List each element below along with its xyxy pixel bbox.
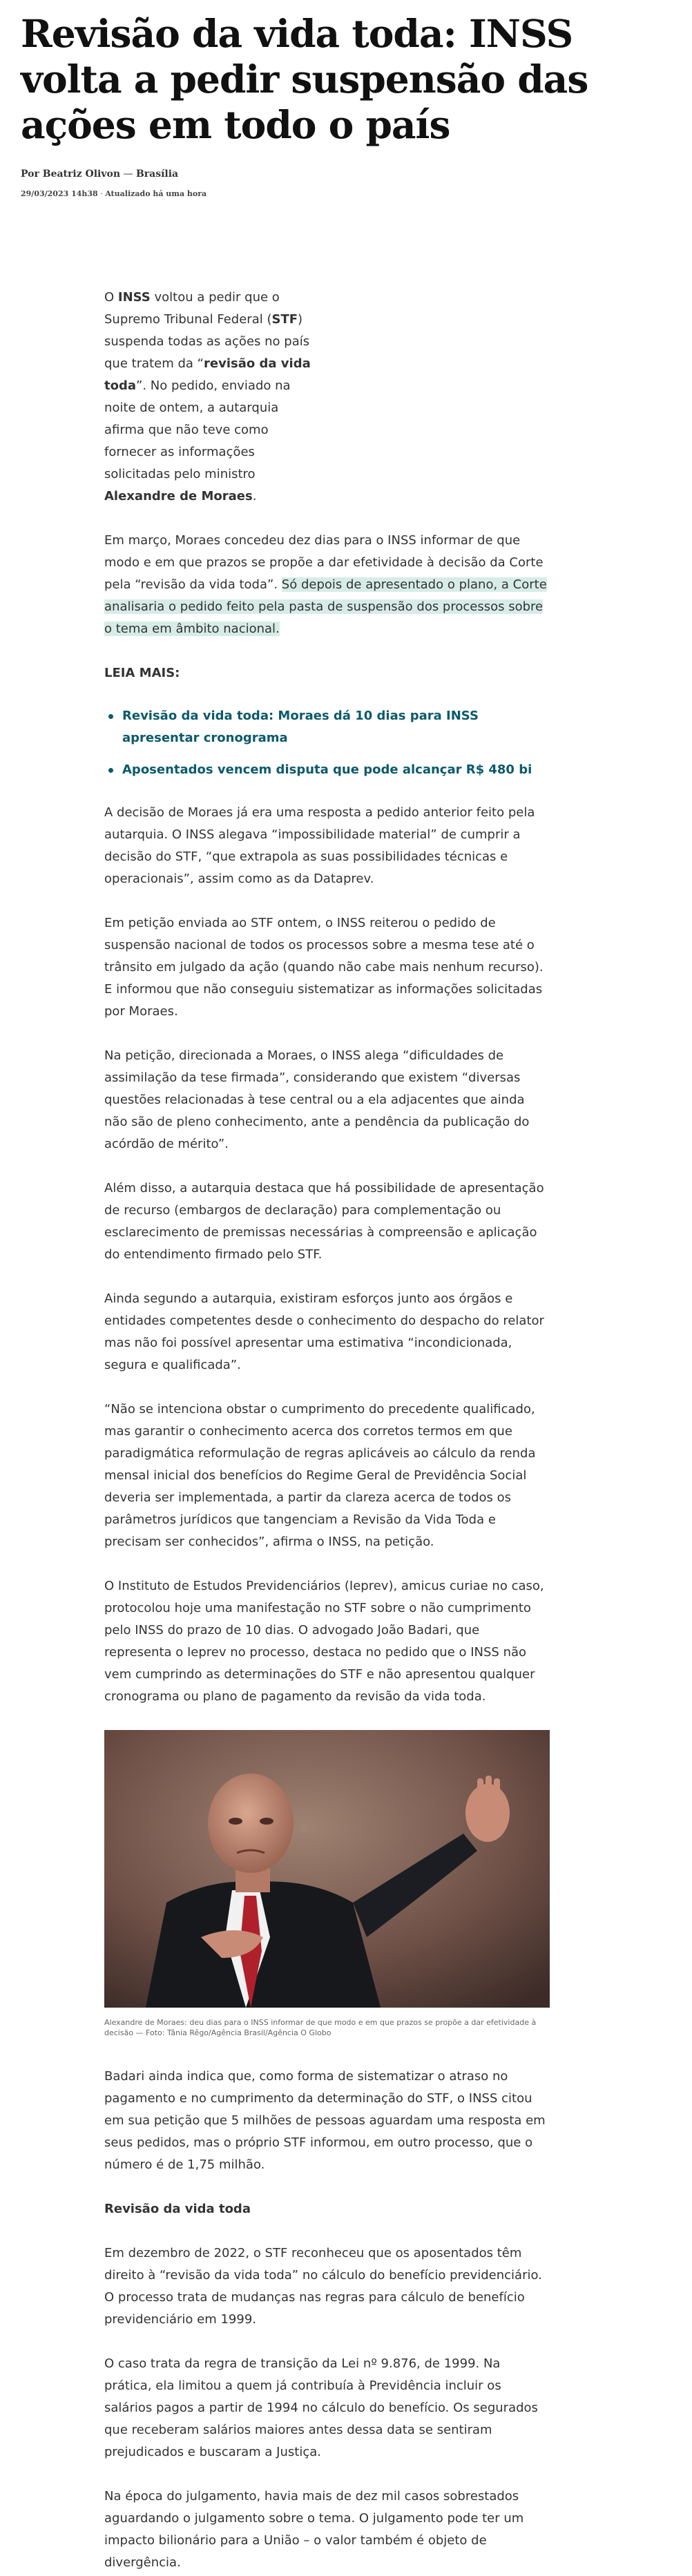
stf-link[interactable]: STF xyxy=(271,312,298,327)
paragraph-text: Em março, Moraes concedeu dez dias para o INSS informar de que modo e em que prazos se propõe a dar efetividade à decisão da Corte pela “revisão da vida toda”. xyxy=(104,533,544,592)
section-subheading: Revisão da vida toda xyxy=(104,2202,251,2216)
author[interactable]: Por Beatriz Olivon xyxy=(21,169,121,180)
lead-text: voltou a pedir que o Supremo Tribunal Federal ( xyxy=(104,290,280,327)
paragraph: A decisão de Moraes já era uma resposta a pedido anterior feito pela autarquia. O INSS alegava “impossibilidade material” de cumprir a decisão do STF, “que extrapola as suas possibilidades técnicas e operacionais”, assim como as da Dataprev. xyxy=(104,805,535,886)
paragraph: Na petição, direcionada a Moraes, o INSS alega “dificuldades de assimilação da tese firmada”, considerando que existem “diversas questões relacionadas à tese central ou a ela adjacentes que ainda não são de pleno conhecimento, ante a pendência da publicação do acórdão de mérito”. xyxy=(104,1048,530,1151)
highlighted-text: Só depois de apresentado o plano, a Corte analisaria o pedido feito pela pasta de suspensão dos processos sobre o tema em âmbito nacional. xyxy=(104,577,547,636)
publish-date: 29/03/2023 14h38 xyxy=(21,189,98,198)
photo-caption: Alexandre de Moraes: deu dias para o INSS informar de que modo e em que prazos se propõe a dar efetividade à decisão — Foto: Tânia Rêgo/Agência Brasil/Agência O Globo xyxy=(104,2018,537,2037)
updated-time: Atualizado há uma hora xyxy=(105,189,207,198)
paragraph: Em petição enviada ao STF ontem, o INSS reiterou o pedido de suspensão nacional de todos os processos sobre a mesma tese até o trânsito em julgado da ação (quando não cabe mais nenhum recurso). E informou que não conseguiu sistematizar as informações solicitadas por Moraes. xyxy=(104,916,544,1019)
location: Brasília xyxy=(135,169,179,180)
paragraph: Em dezembro de 2022, o STF reconheceu que os aposentados têm direito à “revisão da vida toda” no cálculo do benefício previdenciário. O processo trata de mudanças nas regras para cálculo de benefício previdenciário em 1999. xyxy=(104,2246,542,2327)
paragraph xyxy=(104,530,550,640)
leia-mais-label: LEIA MAIS: xyxy=(104,666,180,680)
paragraph: O Instituto de Estudos Previdenciários (Ieprev), amicus curiae no caso, protocolou hoje uma manifestação no STF sobre o não cumprimento pelo INSS do prazo de 10 dias. O advogado João Badari, que representa o Ieprev no processo, destaca no pedido que o INSS não vem cumprindo as determinações do STF e não apresentou qualquer cronograma ou plano de pagamento da revisão da vida toda. xyxy=(104,1579,544,1704)
related-link-moraes-cronograma[interactable]: Revisão da vida toda: Moraes dá 10 dias para INSS apresentar cronograma xyxy=(122,709,479,745)
lead-text: . xyxy=(252,489,257,503)
inss-link[interactable]: INSS xyxy=(117,290,151,305)
related-item xyxy=(122,705,550,749)
lead-paragraph xyxy=(104,287,318,508)
moraes-link[interactable]: Alexandre de Moraes xyxy=(104,489,253,503)
related-links xyxy=(104,705,550,781)
dateline: 29/03/2023 14h38 · Atualizado há uma hora xyxy=(21,189,207,198)
quote-paragraph: “Não se intenciona obstar o cumprimento do precedente qualificado, mas garantir o conhecimento acerca dos corretos termos em que paradigmática reformulação de regras aplicáveis ao cálculo da renda mensal inicial dos benefícios do Regime Geral de Previdência Social deveria ser implementada, a partir da clareza acerca de todos os parâmetros jurídicos que tangenciam a Revisão da Vida Toda e precisam ser conhecidos”, afirma o INSS, na petição. xyxy=(104,1402,536,1549)
lead-text: ) suspenda todas as ações no país que tratem da “ xyxy=(104,312,310,371)
related-item xyxy=(122,759,550,781)
paragraph: Na época do julgamento, havia mais de dez mil casos sobrestados aguardando o julgamento sobre o tema. O julgamento pode ter um impacto bilionário para a União – o valor também é objeto de divergência. xyxy=(104,2489,524,2570)
lead-text: ”. No pedido, enviado na noite de ontem, a autarquia afirma que não teve como fornecer as informações solicitadas pelo ministro xyxy=(104,378,291,481)
article-photo[interactable] xyxy=(104,1730,550,2008)
photo-illustration xyxy=(104,1730,550,2008)
paragraph: Ainda segundo a autarquia, existiram esforços junto aos órgãos e entidades competentes desde o conhecimento do despacho do relator mas não foi possível apresentar uma estimativa “incondicionada, segura e qualificada”. xyxy=(104,1291,544,1372)
lead-text: O xyxy=(104,290,118,305)
paragraph: Além disso, a autarquia destaca que há possibilidade de apresentação de recurso (embargos de declaração) para complementação ou esclarecimento de premissas necessárias à compreensão e aplicação do entendimento firmado pelo STF. xyxy=(104,1181,544,1262)
paragraph: O caso trata da regra de transição da Lei nº 9.876, de 1999. Na prática, ela limitou a quem já contribuía à Previdência incluir os salários pagos a partir de 1994 no cálculo do benefício. Os segurados que receberam salários maiores antes dessa data se sentiram prejudicados e buscaram a Justiça. xyxy=(104,2356,538,2459)
byline: Por Beatriz Olivon — Brasília xyxy=(21,169,179,180)
page-title: Revisão da vida toda: INSS volta a pedir suspensão das ações em todo o país xyxy=(21,11,588,147)
related-link-aposentados[interactable]: Aposentados vencem disputa que pode alcançar R$ 480 bi xyxy=(122,762,532,777)
article-body xyxy=(104,287,550,2574)
paragraph: Badari ainda indica que, como forma de sistematizar o atraso no pagamento e no cumprimento da determinação do STF, o INSS citou em sua petição que 5 milhões de pessoas aguardam uma resposta em seus pedidos, mas o próprio STF informou, em outro processo, que o número é de 1,75 milhão. xyxy=(104,2069,546,2172)
revisao-link[interactable]: revisão da vida toda xyxy=(104,356,311,393)
